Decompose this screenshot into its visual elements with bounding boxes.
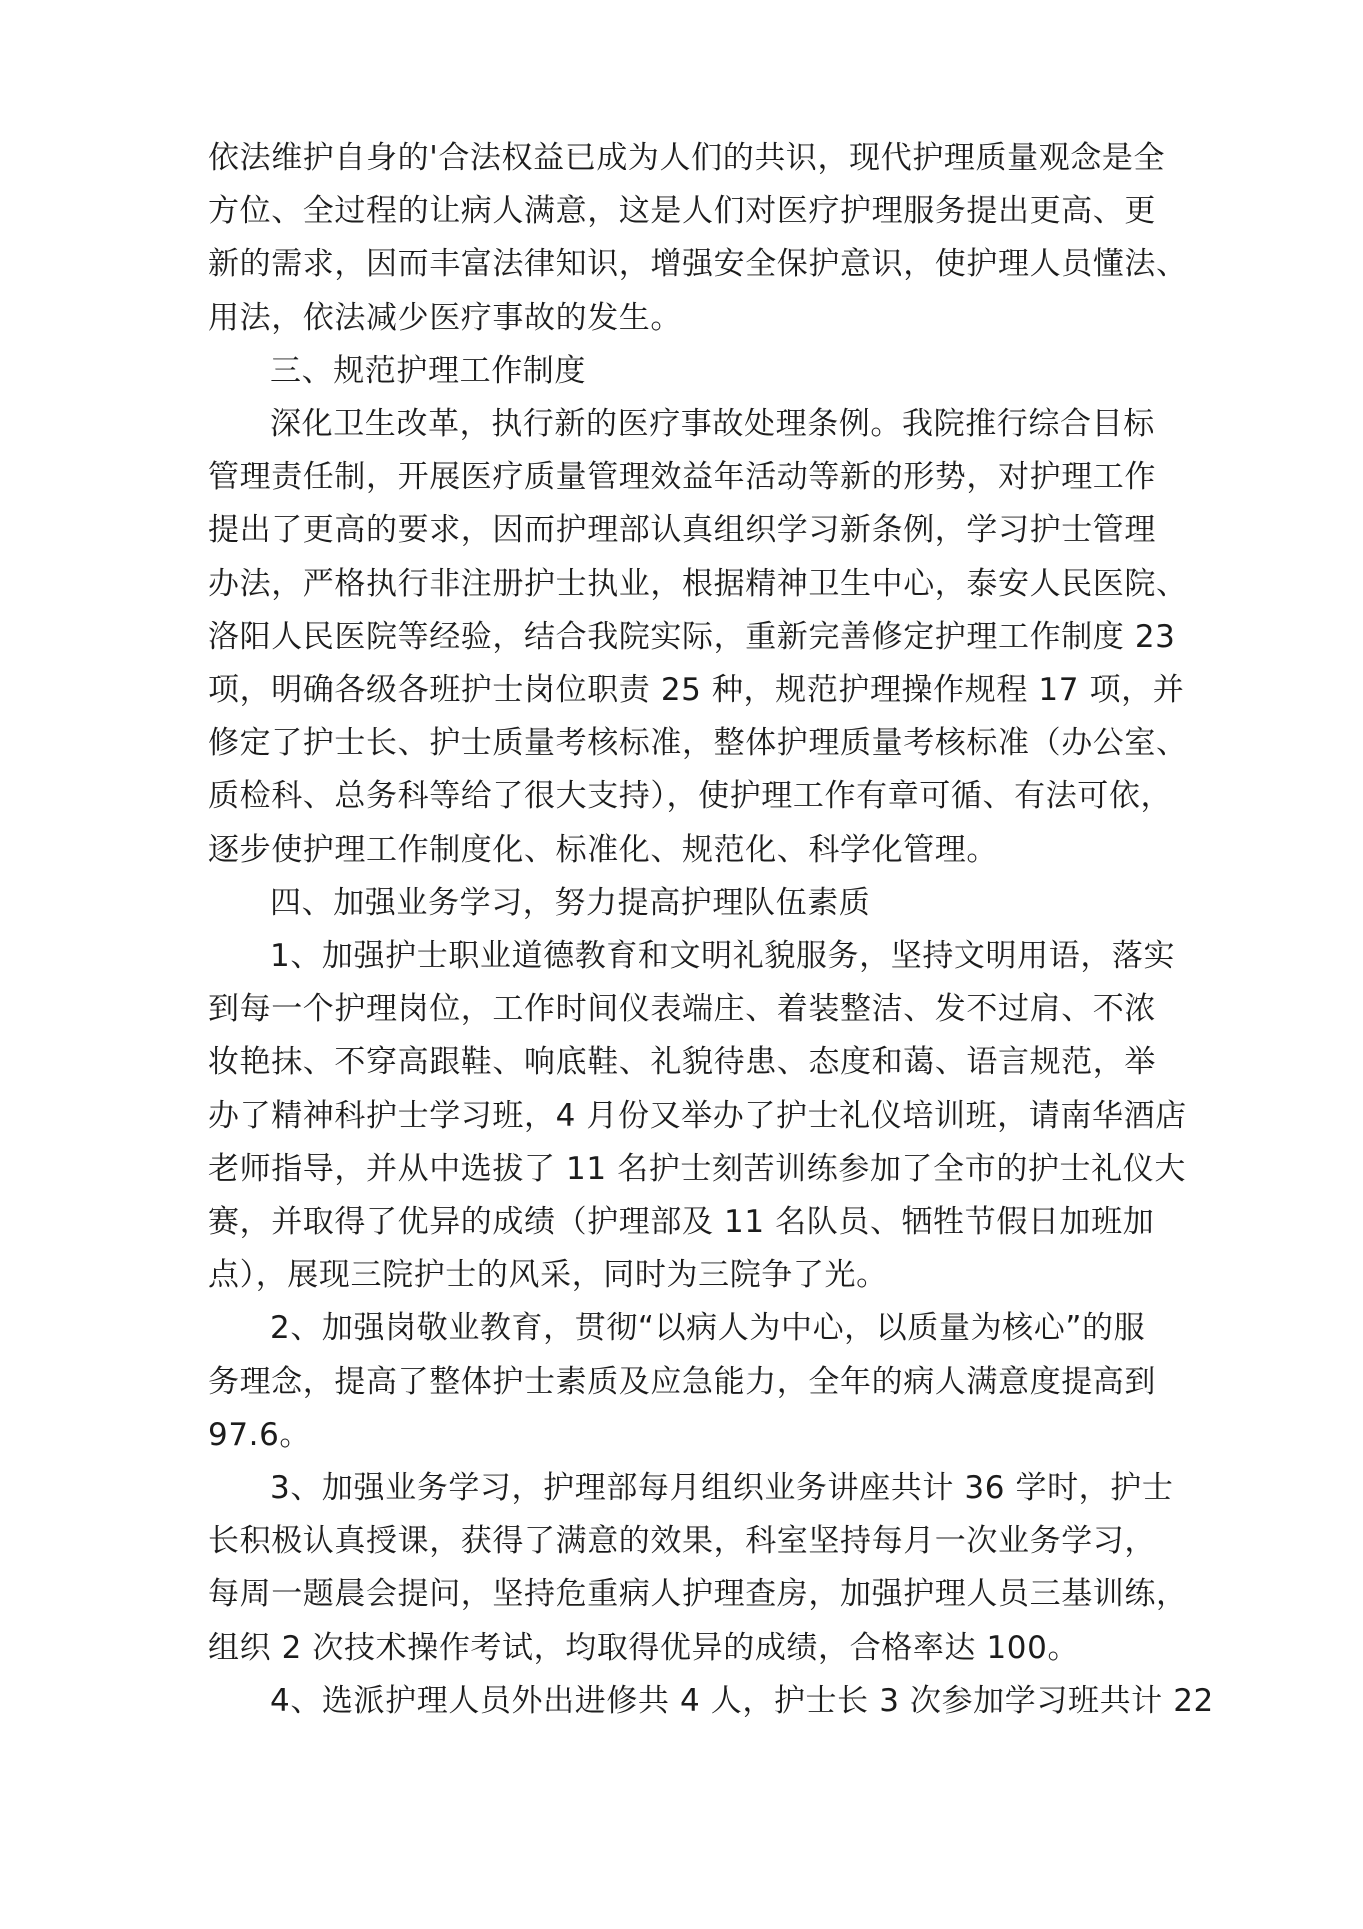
text-line: 老师指导，并从中选拔了 11 名护士刻苦训练参加了全市的护士礼仪大 [208, 1150, 1186, 1187]
text-line: 逐步使护理工作制度化、标准化、规范化、科学化管理。 [208, 831, 998, 868]
text-line: 到每一个护理岗位，工作时间仪表端庄、着装整洁、发不过肩、不浓 [208, 991, 1156, 1028]
text-line: 提出了更高的要求，因而护理部认真组织学习新条例，学习护士管理 [208, 512, 1156, 549]
text-line: 修定了护士长、护士质量考核标准，整体护理质量考核标准（办公室、 [208, 725, 1188, 762]
text-line: 洛阳人民医院等经验，结合我院实际，重新完善修定护理工作制度 23 [208, 618, 1176, 655]
text-line: 办法，严格执行非注册护士执业，根据精神卫生中心，泰安人民医院、 [208, 565, 1188, 602]
text-line: 妆艳抹、不穿高跟鞋、响底鞋、礼貌待患、态度和蔼、语言规范，举 [208, 1044, 1156, 1081]
text-line: 管理责任制，开展医疗质量管理效益年活动等新的形势，对护理工作 [208, 459, 1156, 496]
text-line: 赛，并取得了优异的成绩（护理部及 11 名队员、牺牲节假日加班加 [208, 1204, 1155, 1241]
text-line: 项，明确各级各班护士岗位职责 25 种，规范护理操作规程 17 项，并 [208, 672, 1185, 709]
text-line: 97.6。 [208, 1416, 312, 1453]
text-line: 方位、全过程的让病人满意，这是人们对医疗护理服务提出更高、更 [208, 193, 1156, 230]
text-line: 质检科、总务科等给了很大支持），使护理工作有章可循、有法可依， [208, 778, 1173, 815]
text-line: 1、加强护士职业道德教育和文明礼貌服务，坚持文明用语，落实 [270, 938, 1176, 975]
text-line: 新的需求，因而丰富法律知识，增强安全保护意识，使护理人员懂法、 [208, 246, 1188, 283]
text-line: 4、选派护理人员外出进修共 4 人，护士长 3 次参加学习班共计 22 [270, 1682, 1214, 1719]
text-line: 用法，依法减少医疗事故的发生。 [208, 299, 682, 336]
text-line: 务理念，提高了整体护士素质及应急能力，全年的病人满意度提高到 [208, 1363, 1156, 1400]
document-body [208, 132, 1214, 1728]
text-line: 2、加强岗敬业教育，贯彻“以病人为中心，以质量为核心”的服 [270, 1310, 1146, 1347]
text-line: 依法维护自身的'合法权益已成为人们的共识，现代护理质量观念是全 [208, 140, 1166, 176]
text-line: 点），展现三院护士的风采，同时为三院争了光。 [208, 1257, 888, 1294]
text-line: 3、加强业务学习，护理部每月组织业务讲座共计 36 学时，护士 [270, 1470, 1174, 1507]
section-heading: 四、加强业务学习，努力提高护理队伍素质 [270, 884, 871, 921]
text-line: 长积极认真授课，获得了满意的效果，科室坚持每月一次业务学习， [208, 1523, 1156, 1560]
text-line: 组织 2 次技术操作考试，均取得优异的成绩，合格率达 100。 [208, 1629, 1080, 1666]
text-line: 每周一题晨会提问，坚持危重病人护理查房，加强护理人员三基训练， [208, 1576, 1188, 1613]
section-heading: 三、规范护理工作制度 [270, 352, 586, 389]
text-line: 深化卫生改革，执行新的医疗事故处理条例。我院推行综合目标 [270, 406, 1155, 443]
text-line: 办了精神科护士学习班，4 月份又举办了护士礼仪培训班，请南华酒店 [208, 1097, 1187, 1134]
